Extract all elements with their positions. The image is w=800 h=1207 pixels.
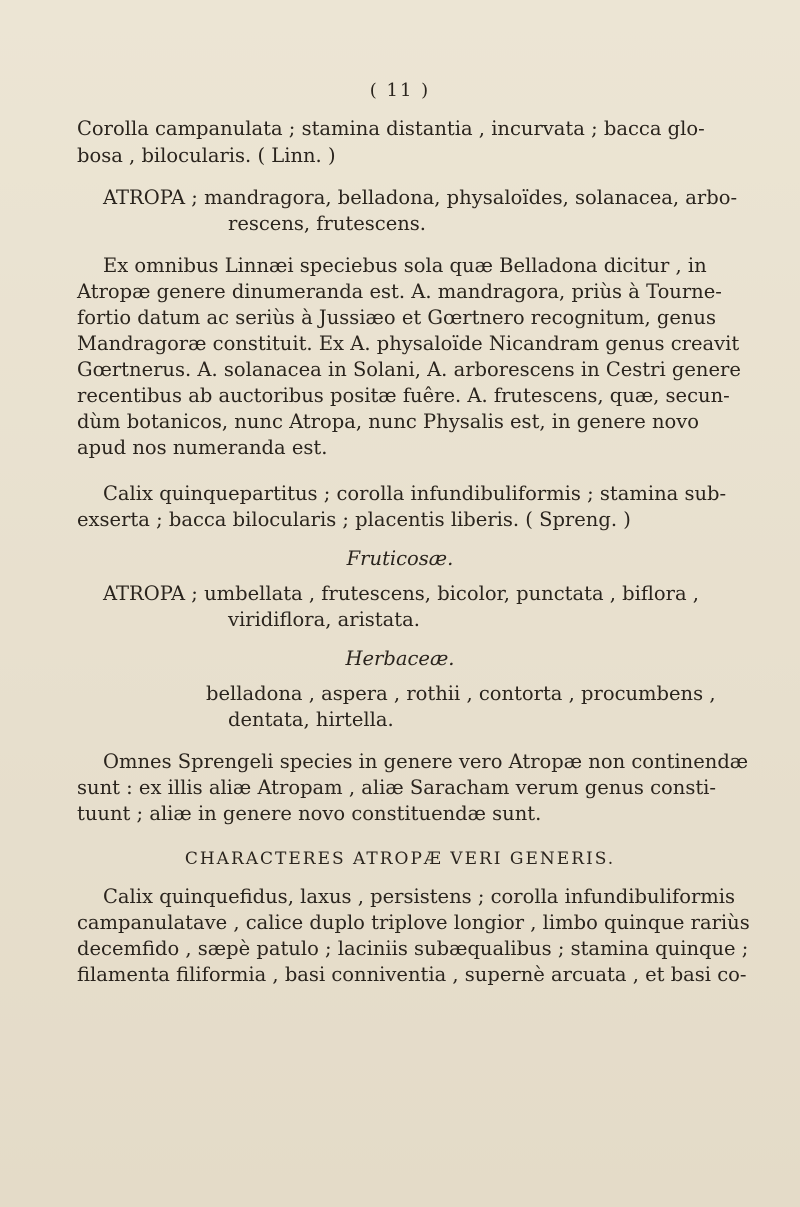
text-line: apud nos numeranda est. bbox=[77, 436, 328, 459]
text-line: fortio datum ac seriùs à Jussiæo et Gœrtnero recognitum, genus bbox=[77, 306, 716, 329]
text-line: viridiflora, aristata. bbox=[228, 608, 420, 631]
text-line: ATROPA ; umbellata , frutescens, bicolor, punctata , biflora , bbox=[103, 582, 699, 605]
text-line: ATROPA ; mandragora, belladona, physaloïdes, solanacea, arbo- bbox=[103, 186, 738, 209]
text-line: decemfido , sæpè patulo ; laciniis subæqualibus ; stamina quinque ; bbox=[77, 937, 749, 960]
text-line: Corolla campanulata ; stamina distantia , incurvata ; bacca glo- bbox=[77, 117, 705, 140]
text-line: sunt : ex illis aliæ Atropam , aliæ Saracham verum genus consti- bbox=[77, 776, 716, 799]
text-line: Calix quinquepartitus ; corolla infundibuliformis ; stamina sub- bbox=[103, 482, 727, 505]
text-line: Atropæ genere dinumeranda est. A. mandragora, priùs à Tourne- bbox=[77, 280, 722, 303]
text-line: Gœrtnerus. A. solanacea in Solani, A. arborescens in Cestri genere bbox=[77, 358, 741, 381]
text-line: dentata, hirtella. bbox=[228, 708, 394, 731]
text-line: Ex omnibus Linnæi speciebus sola quæ Belladona dicitur , in bbox=[103, 254, 707, 277]
text-line: recentibus ab auctoribus positæ fuêre. A. frutescens, quæ, secun- bbox=[77, 384, 730, 407]
characters-heading: CHARACTERES ATROPÆ VERI GENERIS. bbox=[184, 849, 616, 869]
text-line: campanulatave , calice duplo triplove longior , limbo quinque rariùs bbox=[77, 911, 750, 934]
text-line: filamenta filiformia , basi conniventia , supernè arcuata , et basi co- bbox=[77, 963, 747, 986]
text-line: bosa , bilocularis. ( Linn. ) bbox=[77, 144, 336, 167]
section-heading: Fruticosæ. bbox=[346, 547, 454, 570]
text-line: Calix quinquefidus, laxus , persistens ; corolla infundibuliformis bbox=[103, 885, 736, 908]
text-line: Mandragoræ constituit. Ex A. physaloïde Nicandram genus creavit bbox=[77, 332, 740, 355]
text-line: rescens, frutescens. bbox=[228, 212, 426, 235]
section-heading: Herbaceæ. bbox=[345, 647, 455, 670]
text-line: tuunt ; aliæ in genere novo constituendæ sunt. bbox=[77, 802, 542, 825]
text-line: exserta ; bacca bilocularis ; placentis liberis. ( Spreng. ) bbox=[77, 508, 631, 531]
page-number: ( 11 ) bbox=[369, 80, 431, 101]
text-line: Omnes Sprengeli species in genere vero Atropæ non continendæ bbox=[103, 750, 749, 773]
text-line: belladona , aspera , rothii , contorta , procumbens , bbox=[206, 682, 716, 705]
text-line: dùm botanicos, nunc Atropa, nunc Physalis est, in genere novo bbox=[77, 410, 700, 433]
